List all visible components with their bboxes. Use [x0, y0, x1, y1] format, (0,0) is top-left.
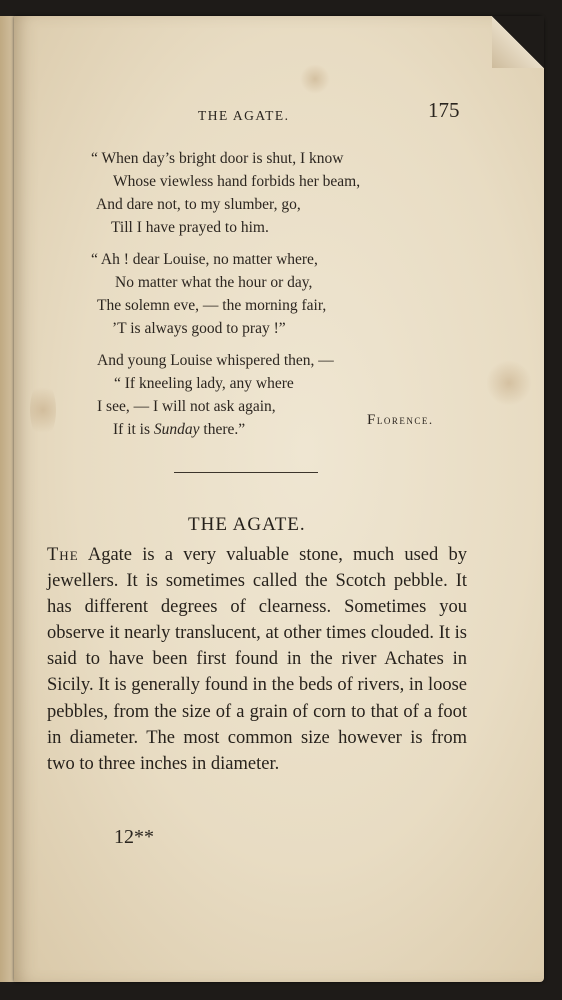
poem-line: The solemn eve, — the morning fair, [97, 297, 327, 314]
poem-line-last-prefix: If it is [113, 421, 154, 438]
signature-mark: 12** [114, 826, 154, 848]
poem-attribution [367, 412, 434, 429]
poem-line: Whose viewless hand forbids her beam, [113, 173, 361, 190]
attribution-initial: F [367, 412, 377, 428]
poem-line-last-italic: Sunday [153, 421, 200, 438]
poem-line: And young Louise whispered then, — [97, 352, 334, 369]
foxing-stain [486, 360, 532, 406]
page-number: 175 [428, 98, 460, 122]
poem-line: Till I have prayed to him. [111, 219, 269, 236]
section-body-text: Agate is a very valuable stone, much used by jewellers. It is sometimes called the Scotch pebble. It has different degrees of clearness. Sometimes you observe it nearly translucent, at other times clouded. It is said to have been first found in the river Achates in Sicily. It is generally found in the beds of rivers, in loose pebbles, from the size of a grain of corn to that of a foot in diameter. The most common size however is from two to three inches in diameter. [47, 545, 467, 774]
poem-line: “ If kneeling lady, any where [114, 375, 294, 392]
foxing-stain [30, 380, 56, 440]
folded-corner [492, 16, 544, 68]
section-lead-word: The [47, 545, 79, 565]
poem-line: “ When day’s bright door is shut, I know [91, 150, 344, 167]
attribution-rest: lorence. [376, 412, 434, 427]
poem-line-last [113, 421, 245, 439]
section-body [47, 542, 467, 777]
poem-line: I see, — I will not ask again, [97, 398, 276, 415]
section-title: THE AGATE. [188, 514, 306, 535]
poem-line: No matter what the hour or day, [115, 274, 313, 291]
foxing-stain [300, 64, 330, 94]
poem-line-last-suffix: there.” [199, 421, 246, 438]
poem-line: ’T is always good to pray !” [112, 320, 286, 337]
poem-line: And dare not, to my slumber, go, [96, 196, 301, 213]
poem-line: “ Ah ! dear Louise, no matter where, [91, 251, 318, 268]
section-divider [174, 472, 318, 473]
running-head: THE AGATE. [198, 108, 290, 123]
